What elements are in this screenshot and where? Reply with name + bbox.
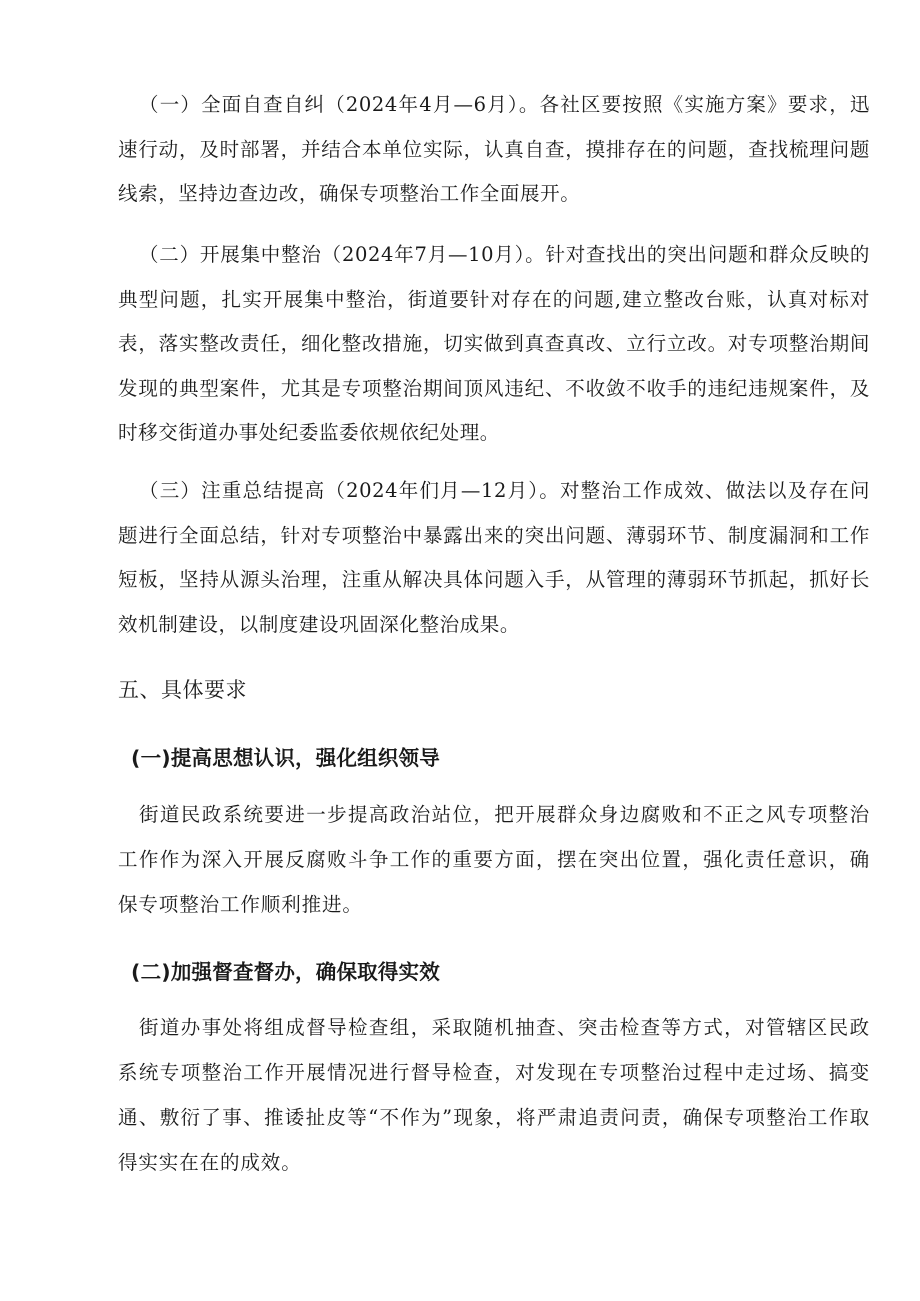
subheading-requirement-1: (一)提高思想认识，强化组织领导 — [131, 746, 440, 770]
section-heading-requirements: 五、具体要求 — [118, 678, 247, 702]
paragraph-phase-1: （一）全面自查自纠（2024年4月—6月）。各社区要按照《实施方案》要求，迅速行动，及时部署，并结合本单位实际，认真自查，摸排存在的问题，查找梳理问题线索，坚持边查边改，确保专项整治工作全面展开。 — [118, 93, 870, 205]
paragraph-requirement-1: 街道民政系统要进一步提高政治站位，把开展群众身边腐败和不正之风专项整治工作作为深入开展反腐败斗争工作的重要方面，摆在突出位置，强化责任意识，确保专项整治工作顺利推进。 — [118, 803, 870, 916]
subheading-requirement-2: (二)加强督查督办，确保取得实效 — [131, 960, 440, 984]
paragraph-phase-3: （三）注重总结提高（2024年们月—12月）。对整治工作成效、做法以及存在问题进行全面总结，针对专项整治中暴露出来的突出问题、薄弱环节、制度漏洞和工作短板，坚持从源头治理，注重从解决具体问题入手，从管理的薄弱环节抓起，抓好长效机制建设，以制度建设巩固深化整治成果。 — [118, 479, 870, 636]
paragraph-requirement-2: 街道办事处将组成督导检查组，采取随机抽查、突击检查等方式，对管辖区民政系统专项整治工作开展情况进行督导检查，对发现在专项整治过程中走过场、搞变通、敷衍了事、推诿扯皮等“不作为”现象，将严肃追责问责，确保专项整治工作取得实实在在的成效。 — [118, 1016, 870, 1174]
paragraph-phase-2: （二）开展集中整治（2024年7月—10月）。针对查找出的突出问题和群众反映的典型问题，扎实开展集中整治，街道要针对存在的问题,建立整改台账，认真对标对表，落实整改责任，细化整改措施，切实做到真查真改、立行立改。对专项整治期间发现的典型案件，尤其是专项整治期间顶风违纪、不收敛不收手的违纪违规案件，及时移交街道办事处纪委监委依规依纪处理。 — [118, 243, 870, 444]
